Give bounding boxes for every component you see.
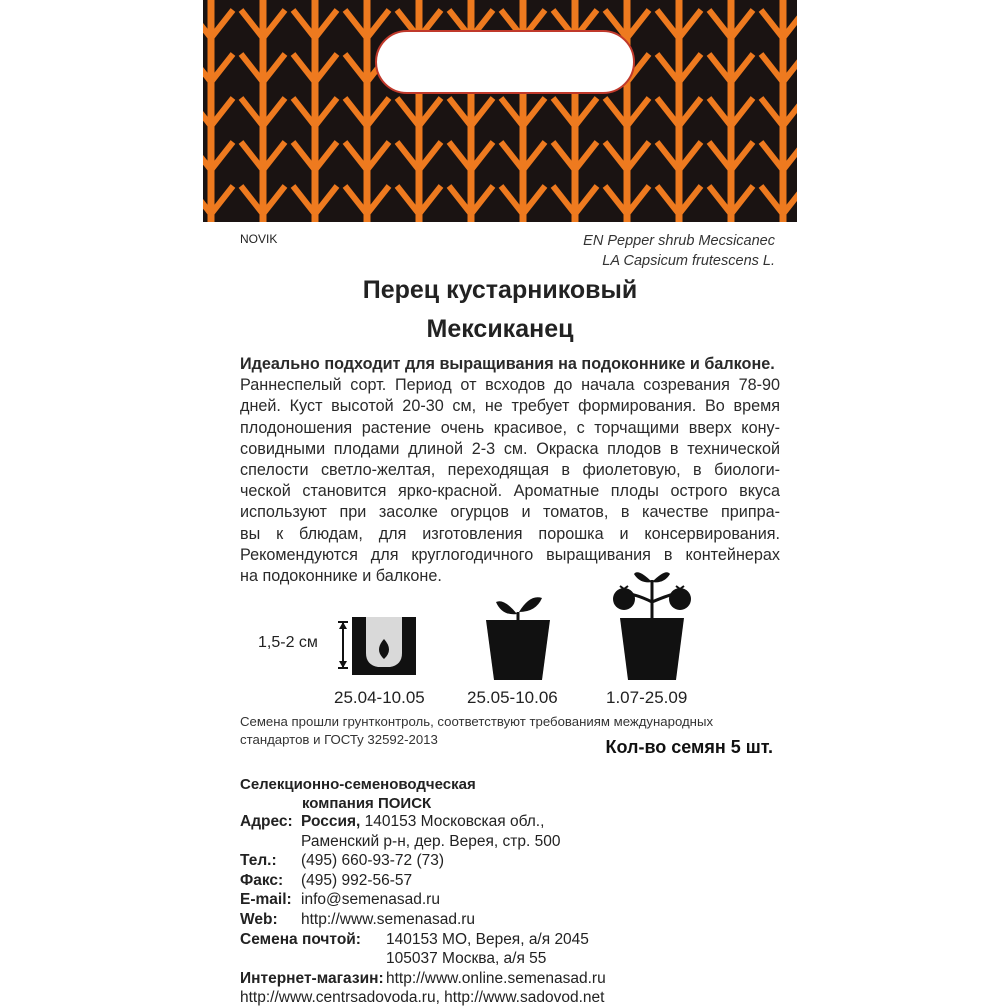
company-name <box>240 775 476 813</box>
address-country: Россия, <box>301 813 361 830</box>
mail-order-address: 140153 МО, Верея, а/я 2045 <box>386 930 589 948</box>
seedling-date: 25.05-10.06 <box>467 688 558 707</box>
email-value: info@semenasad.ru <box>301 891 440 909</box>
description-line: спелости светло-желтая, переходящая в фиолетовую, в биологи- <box>240 461 780 480</box>
description-line: дней. Куст высотой 20-30 см, не требует формирования. Во время <box>240 397 780 416</box>
sowing-depth-label: 1,5-2 см <box>258 634 318 651</box>
description-line: вы к блюдам, для изготовления порошка и консервирования. <box>240 524 780 543</box>
mail-order-address: 105037 Москва, а/я 55 <box>386 950 547 968</box>
description <box>240 354 780 587</box>
harvest-date: 1.07-25.09 <box>606 688 688 707</box>
company-line: Селекционно-семеноводческая <box>240 776 476 793</box>
footer-links: http://www.centrsadovoda.ru, http://www.sadovod.net <box>240 989 605 1007</box>
certification-line: стандартов и ГОСТу 32592-2013 <box>240 732 438 747</box>
seed-quantity: Кол-во семян 5 шт. <box>605 737 773 757</box>
web-label: Web: <box>240 910 278 928</box>
fax-value: (495) 992-56-57 <box>301 871 413 889</box>
description-line: ческой становится ярко-красной. Ароматные плоды острого вкуса <box>240 482 780 501</box>
description-lead: Идеально подходит для выращивания на подоконнике и балконе. <box>240 355 775 373</box>
address-label: Адрес: <box>240 813 293 830</box>
description-line: Раннеспелый сорт. Период от всходов до начала созревания 78-90 <box>240 376 780 395</box>
description-line: используют при засолке огурцов и томатов, в качестве припра- <box>240 503 780 522</box>
address-line: 140153 Московская обл., <box>360 813 545 830</box>
web-value: http://www.semenasad.ru <box>301 910 476 928</box>
description-line: Рекомендуются для круглогодичного выращивания в контейнерах <box>240 545 780 564</box>
seed-in-soil-icon <box>352 617 416 675</box>
description-line: плодоношения растение очень красивое, с торчащими вверх кону- <box>240 418 780 437</box>
tel-label: Тел.: <box>240 852 277 870</box>
sowing-date: 25.04-10.05 <box>334 688 425 707</box>
company-line: компания ПОИСК <box>302 795 432 812</box>
latin-names <box>583 231 775 271</box>
online-shop-url: http://www.online.semenasad.ru <box>386 969 606 987</box>
online-shop-label: Интернет-магазин: <box>240 969 384 987</box>
product-title: Перец кустарниковый <box>362 276 638 304</box>
latin-name: LA Capsicum frutescens L. <box>602 253 775 269</box>
english-name: EN Pepper shrub Mecsicanec <box>583 233 775 249</box>
description-line: совидными плодами длиной 2-3 см. Окраска плодов в технической <box>240 439 780 458</box>
mail-order-label: Семена почтой: <box>240 930 361 948</box>
certification-line: Семена прошли грунтконтроль, соответствуют требованиям международных <box>240 714 714 729</box>
description-line: на подоконнике и балконе. <box>240 567 442 586</box>
address-line: Раменский р-н, дер. Верея, стр. 500 <box>301 832 561 850</box>
tel-value: (495) 660-93-72 (73) <box>301 852 445 870</box>
hang-hole-cutout <box>375 30 635 94</box>
brand-label: NOVIK <box>240 232 278 246</box>
email-label: E-mail: <box>240 891 292 909</box>
seedling-pot-icon <box>486 590 550 680</box>
contacts-block <box>240 812 604 1008</box>
fruiting-plant-pot-icon <box>610 566 694 682</box>
depth-bracket-icon <box>336 620 350 670</box>
fax-label: Факс: <box>240 871 284 889</box>
variety-name: Мексиканец <box>426 315 574 343</box>
